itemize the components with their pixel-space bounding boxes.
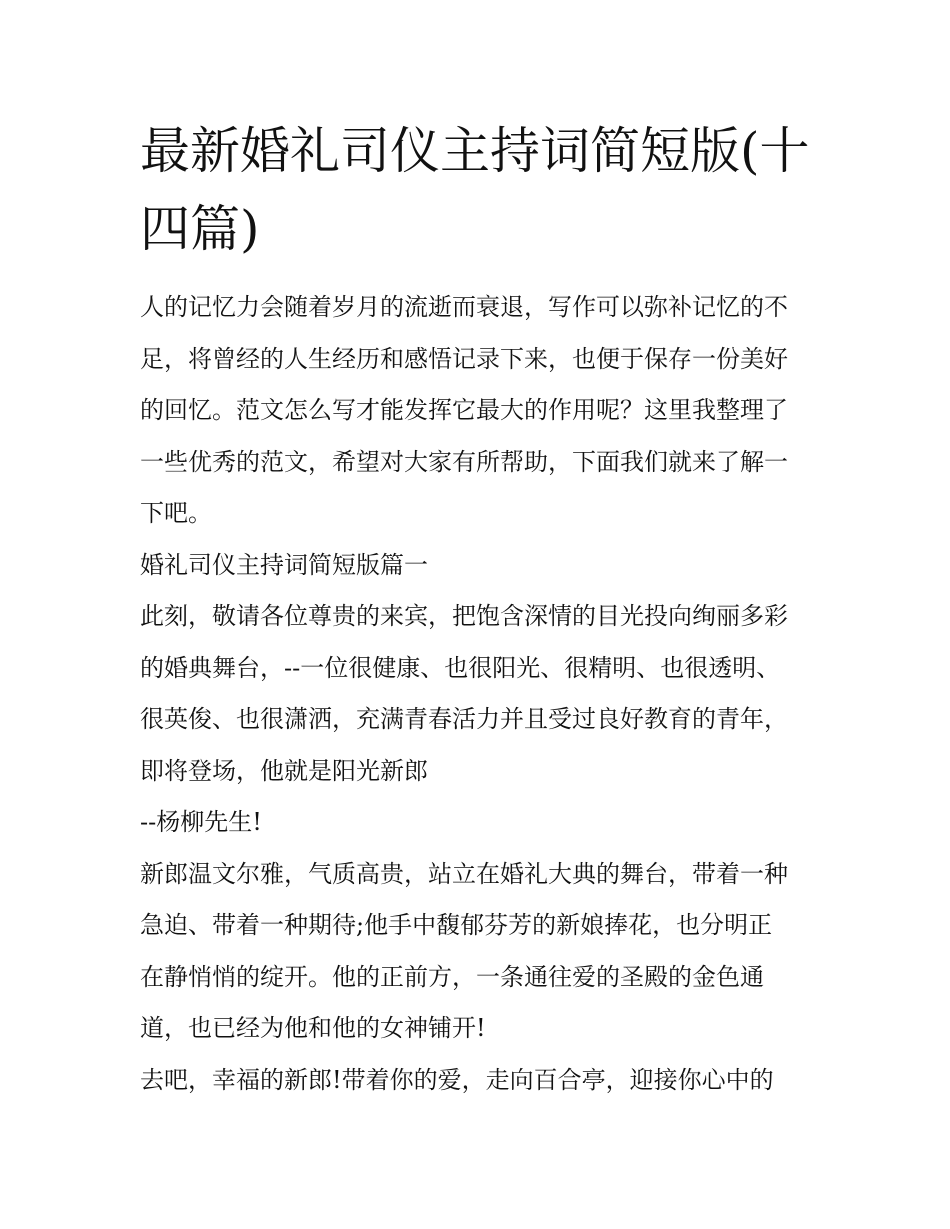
body-paragraph <box>140 1055 820 1107</box>
body-paragraph <box>140 797 820 849</box>
body-paragraph <box>140 591 820 797</box>
text-line: 婚礼司仪主持词简短版篇一 <box>140 550 428 579</box>
document-title <box>140 112 820 268</box>
text-line: 在静悄悄的绽开。他的正前方，一条通往爱的圣殿的金色通 <box>140 962 764 991</box>
text-line: --杨柳先生! <box>140 808 262 836</box>
text-line: 下吧。 <box>140 499 212 527</box>
text-line: 急迫、带着一种期待;他手中馥郁芬芳的新娘捧花，也分明正 <box>140 911 773 939</box>
text-line: 道，也已经为他和他的女神铺开! <box>140 1014 486 1042</box>
text-line: 即将登场，他就是阳光新郎 <box>140 756 428 785</box>
text-line: 足，将曾经的人生经历和感悟记录下来，也便于保存一份美好 <box>140 344 788 373</box>
section-heading <box>140 540 820 592</box>
text-line: 的婚典舞台，--一位很健康、也很阳光、很精明、也很透明、 <box>140 653 781 682</box>
intro-paragraph <box>140 282 820 540</box>
title-line: 最新婚礼司仪主持词简短版(十 <box>140 122 810 180</box>
text-line: 一些优秀的范文，希望对大家有所帮助，下面我们就来了解一 <box>140 447 788 476</box>
document-body <box>140 282 820 1106</box>
title-line: 四篇) <box>140 200 260 258</box>
text-line: 人的记忆力会随着岁月的流逝而衰退，写作可以弥补记忆的不 <box>140 293 788 321</box>
text-line: 去吧，幸福的新郎!带着你的爱，走向百合亭，迎接你心中的 <box>140 1065 774 1094</box>
text-line: 此刻，敬请各位尊贵的来宾，把饱含深情的目光投向绚丽多彩 <box>140 602 788 630</box>
text-line: 的回忆。范文怎么写才能发挥它最大的作用呢？这里我整理了 <box>140 396 788 424</box>
text-line: 新郎温文尔雅，气质高贵，站立在婚礼大典的舞台，带着一种 <box>140 859 788 888</box>
body-paragraph <box>140 849 820 1055</box>
text-line: 很英俊、也很潇洒，充满青春活力并且受过良好教育的青年， <box>140 705 788 733</box>
